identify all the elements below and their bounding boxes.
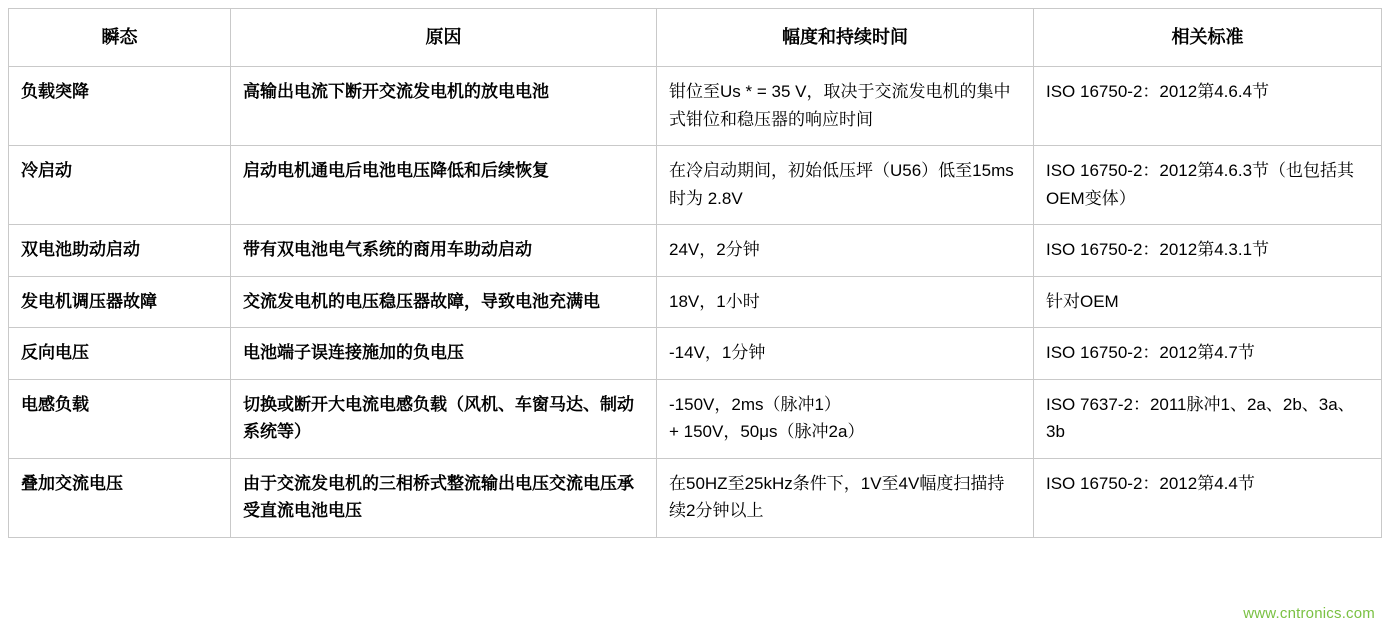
cell-transient: 负载突降 bbox=[9, 67, 231, 146]
table-row bbox=[9, 379, 1382, 458]
table-header-row bbox=[9, 9, 1382, 67]
cell-standard: ISO 16750-2：2012第4.3.1节 bbox=[1034, 225, 1382, 277]
cell-cause: 由于交流发电机的三相桥式整流输出电压交流电压承受直流电池电压 bbox=[231, 458, 657, 537]
cell-magnitude: -14V，1分钟 bbox=[657, 328, 1034, 380]
cell-magnitude-line-1: -150V，2ms（脉冲1） bbox=[669, 394, 841, 414]
cell-cause: 带有双电池电气系统的商用车助动启动 bbox=[231, 225, 657, 277]
table-row bbox=[9, 276, 1382, 328]
table-row bbox=[9, 225, 1382, 277]
table-row bbox=[9, 146, 1382, 225]
cell-standard: ISO 16750-2：2012第4.6.3节（也包括其OEM变体） bbox=[1034, 146, 1382, 225]
cell-transient: 反向电压 bbox=[9, 328, 231, 380]
table-row bbox=[9, 67, 1382, 146]
site-watermark: www.cntronics.com bbox=[1243, 605, 1375, 622]
cell-transient: 冷启动 bbox=[9, 146, 231, 225]
cell-magnitude: 18V，1小时 bbox=[657, 276, 1034, 328]
automotive-transients-table bbox=[8, 8, 1382, 538]
cell-cause: 切换或断开大电流电感负载（风机、车窗马达、制动系统等） bbox=[231, 379, 657, 458]
cell-magnitude: 在冷启动期间，初始低压坪（U56）低至15ms时为 2.8V bbox=[657, 146, 1034, 225]
cell-cause: 电池端子误连接施加的负电压 bbox=[231, 328, 657, 380]
cell-magnitude-line-2: + 150V，50μs（脉冲2a） bbox=[669, 422, 865, 442]
cell-cause: 高输出电流下断开交流发电机的放电电池 bbox=[231, 67, 657, 146]
cell-cause: 启动电机通电后电池电压降低和后续恢复 bbox=[231, 146, 657, 225]
column-header-magnitude-duration: 幅度和持续时间 bbox=[657, 9, 1034, 67]
cell-standard: ISO 7637-2：2011脉冲1、2a、2b、3a、3b bbox=[1034, 379, 1382, 458]
table-row bbox=[9, 328, 1382, 380]
cell-standard: 针对OEM bbox=[1034, 276, 1382, 328]
cell-standard: ISO 16750-2：2012第4.4节 bbox=[1034, 458, 1382, 537]
column-header-cause: 原因 bbox=[231, 9, 657, 67]
cell-transient: 电感负载 bbox=[9, 379, 231, 458]
transient-table-container bbox=[8, 8, 1381, 538]
cell-transient: 叠加交流电压 bbox=[9, 458, 231, 537]
column-header-standard: 相关标准 bbox=[1034, 9, 1382, 67]
table-row bbox=[9, 458, 1382, 537]
cell-transient: 发电机调压器故障 bbox=[9, 276, 231, 328]
column-header-transient: 瞬态 bbox=[9, 9, 231, 67]
table-body bbox=[9, 67, 1382, 538]
cell-transient: 双电池助动启动 bbox=[9, 225, 231, 277]
cell-magnitude: 24V，2分钟 bbox=[657, 225, 1034, 277]
cell-magnitude: 在50HZ至25kHz条件下，1V至4V幅度扫描持续2分钟以上 bbox=[657, 458, 1034, 537]
table-header bbox=[9, 9, 1382, 67]
cell-magnitude: 钳位至Us * = 35 V，取决于交流发电机的集中式钳位和稳压器的响应时间 bbox=[657, 67, 1034, 146]
cell-cause: 交流发电机的电压稳压器故障，导致电池充满电 bbox=[231, 276, 657, 328]
cell-magnitude bbox=[657, 379, 1034, 458]
cell-standard: ISO 16750-2：2012第4.7节 bbox=[1034, 328, 1382, 380]
cell-standard: ISO 16750-2：2012第4.6.4节 bbox=[1034, 67, 1382, 146]
